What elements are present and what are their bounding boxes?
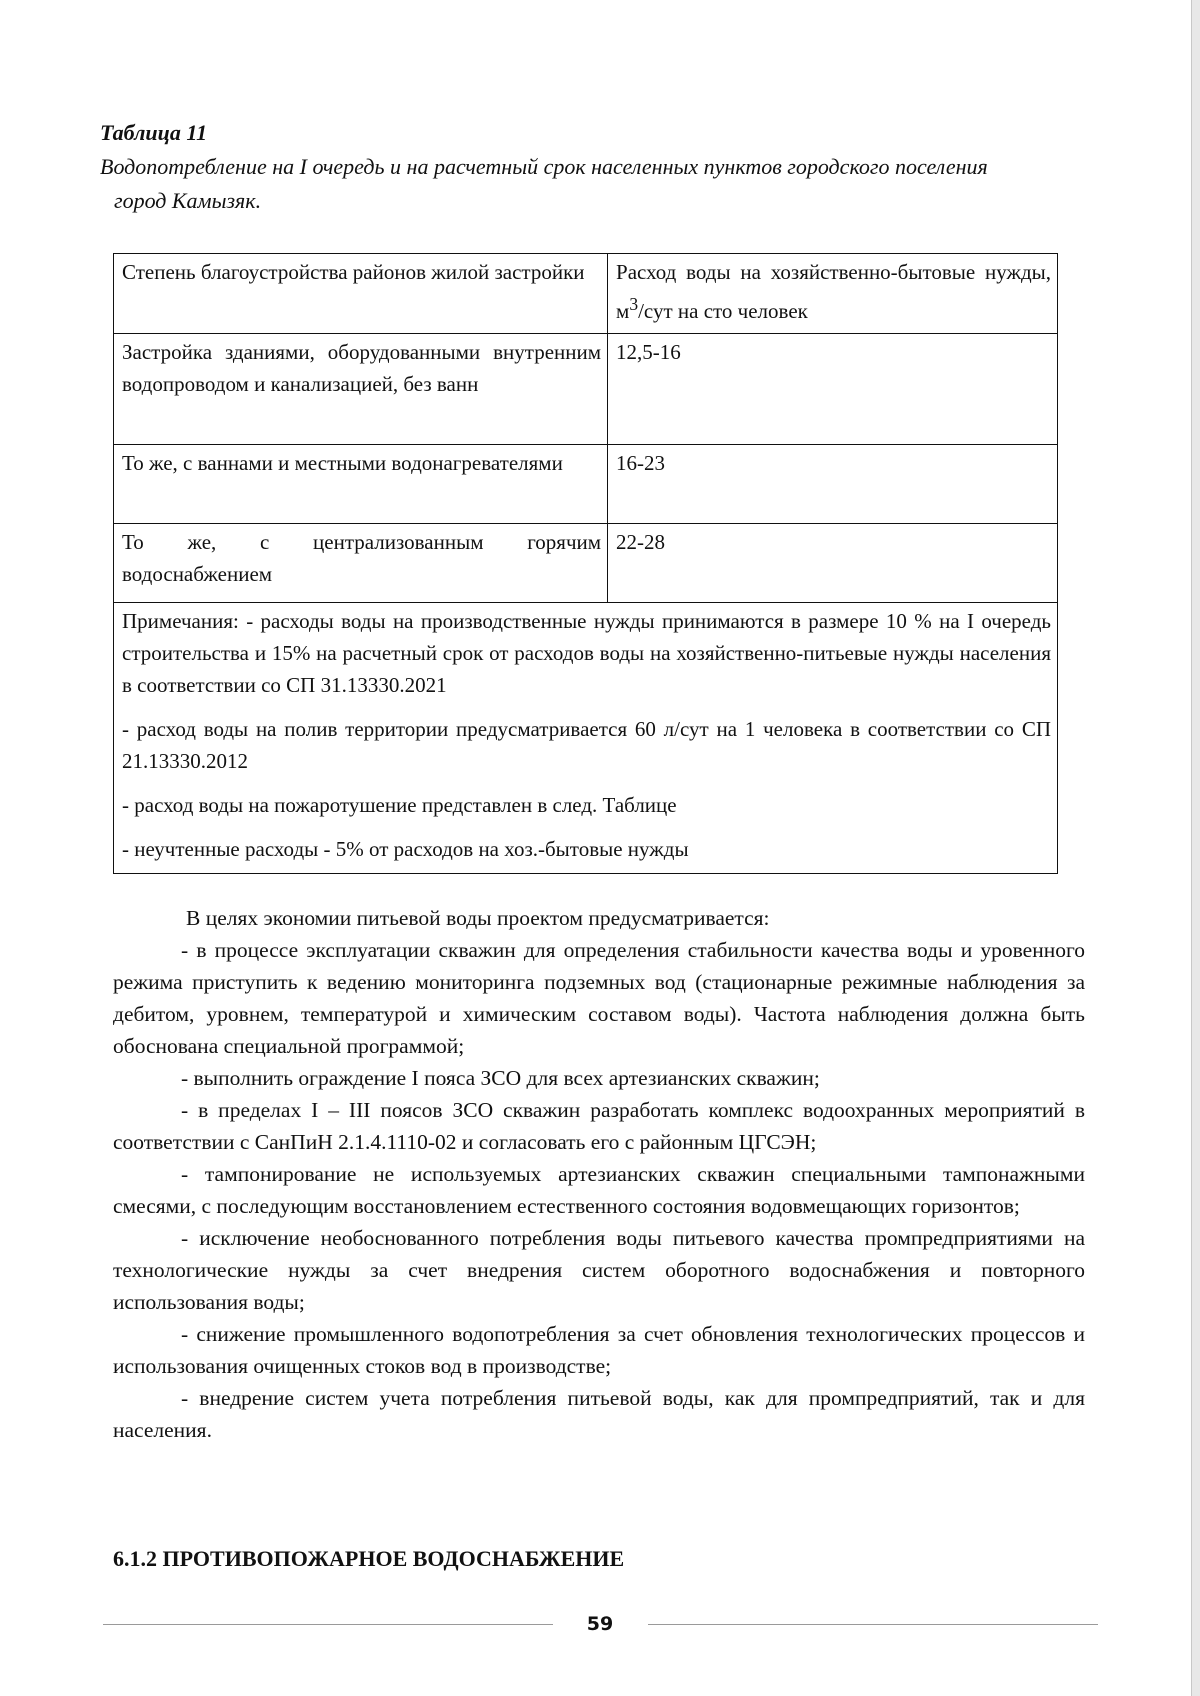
table-row: [114, 445, 1058, 524]
page-edge: [1191, 0, 1200, 1696]
table-note: - расход воды на пожаротушение представлен в след. Таблице: [122, 793, 677, 817]
header-cell-improvement-degree: Степень благоустройства районов жилой застройки: [114, 254, 608, 334]
table-notes-row: [114, 603, 1058, 874]
table-note: - расход воды на полив территории предусматривается 60 л/сут на 1 человека в соответствии со СП 21.13330.2012: [122, 717, 1051, 773]
table-description: Водопотребление на I очередь и на расчетный срок населенных пунктов городского поселения: [100, 154, 988, 179]
table-description-continued: город Камызяк.: [114, 188, 262, 213]
table-note: - неучтенные расходы - 5% от расходов на хоз.-бытовые нужды: [122, 837, 689, 861]
table-header-row: [114, 254, 1058, 334]
footer-divider-left: [103, 1624, 553, 1625]
body-intro: В целях экономии питьевой воды проектом предусматривается:: [186, 906, 770, 930]
table-note: Примечания: - расходы воды на производственные нужды принимаются в размере 10 % на I очередь строительства и 15% на расчетный срок от расходов воды на хозяйственно-питьевые нужды населения в соответствии со СП 31.13330.2021: [122, 609, 1051, 697]
footer-divider-right: [648, 1624, 1098, 1625]
table-cell-value: 22-28: [608, 524, 1058, 603]
header-rate-unit: /сут на сто человек: [638, 299, 808, 323]
header-cell-water-rate: [608, 254, 1058, 334]
table-row: [114, 334, 1058, 445]
body-list-item: - исключение необоснованного потребления воды питьевого качества промпредприятиями на технологические нужды за счет внедрения систем оборотного водоснабжения и повторного использования воды;: [113, 1226, 1085, 1314]
body-list-item: - выполнить ограждение I пояса ЗСО для всех артезианских скважин;: [181, 1066, 820, 1090]
table-number: Таблица 11: [100, 120, 208, 145]
table-cell-category: Застройка зданиями, оборудованными внутренним водопроводом и канализацией, без ванн: [114, 334, 608, 445]
table-row: [114, 524, 1058, 603]
body-list-item: - тампонирование не используемых артезианских скважин специальными тампонажными смесями, с последующим восстановлением естественного состояния водовмещающих горизонтов;: [113, 1162, 1085, 1218]
header-rate-text: Расход воды на хозяйственно-бытовые нужды, м: [616, 260, 1051, 323]
page-number: 59: [586, 1613, 614, 1635]
table-cell-value: 12,5-16: [608, 334, 1058, 445]
body-list-item: - в процессе эксплуатации скважин для определения стабильности качества воды и уровенного режима приступить к ведению мониторинга подземных вод (стационарные режимные наблюдения за дебитом, уровнем, температурой и химическим составом воды). Частота наблюдения должна быть обоснована специальной программой;: [113, 938, 1085, 1058]
table-notes-cell: [114, 603, 1058, 874]
body-list-item: - в пределах I – III поясов ЗСО скважин разработать комплекс водоохранных мероприятий в соответствии с СанПиН 2.1.4.1110-02 и согласовать его с районным ЦГСЭН;: [113, 1098, 1085, 1154]
header-rate-superscript: 3: [629, 294, 639, 314]
table-cell-category: То же, с ваннами и местными водонагревателями: [114, 445, 608, 524]
body-text: [113, 902, 1085, 1446]
table-cell-value: 16-23: [608, 445, 1058, 524]
body-list-item: - снижение промышленного водопотребления за счет обновления технологических процессов и использования очищенных стоков вод в производстве;: [113, 1322, 1085, 1378]
water-consumption-table: [113, 253, 1058, 874]
table-caption: [100, 116, 1100, 218]
section-heading: 6.1.2 ПРОТИВОПОЖАРНОЕ ВОДОСНАБЖЕНИЕ: [113, 1546, 625, 1571]
body-list-item: - внедрение систем учета потребления питьевой воды, как для промпредприятий, так и для населения.: [113, 1386, 1085, 1442]
table-cell-category: То же, с централизованным горячим водоснабжением: [114, 524, 608, 603]
